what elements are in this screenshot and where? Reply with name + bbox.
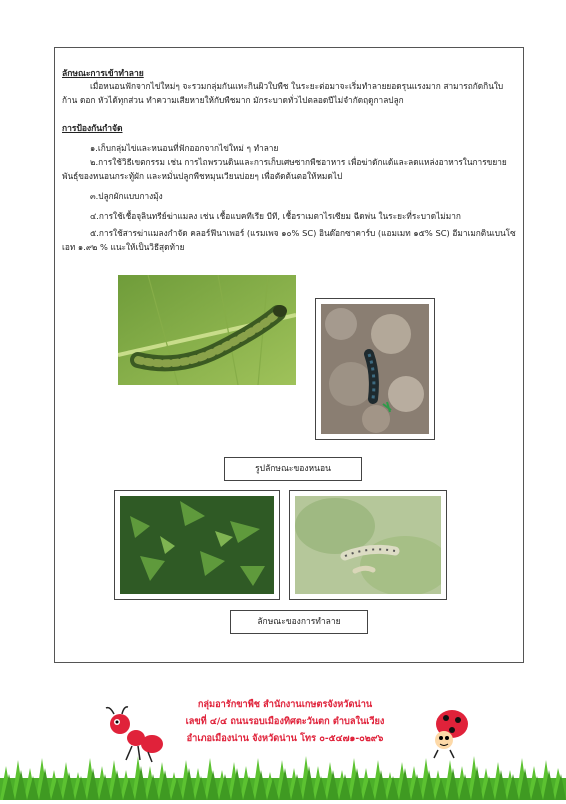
larva-soil-photo: [315, 298, 435, 440]
damage-plant-photo-2: [289, 490, 447, 600]
control-item-4: ๔.การใช้เชื้อจุลินทรีย์ฆ่าแมลง เช่น เชื้อแบคทีเรีย บีที, เชื้อราเมตาไรเซียม ฉีดพ่น ในระยะที่ระบาดไม่มาก: [90, 211, 461, 221]
footer-line-3: อำเภอเมืองน่าน จังหวัดน่าน โทร ๐-๕๔๗๑-๐๒๙๖: [186, 733, 384, 744]
larva-leaf-photo: [118, 275, 296, 385]
footer-line-2: เลขที่ ๔/๔ ถนนรอบเมืองทิศตะวันตก ตำบลในเวียง: [185, 716, 385, 727]
control-item-3: ๓.ปลูกผักแบบกางมุ้ง: [90, 191, 163, 201]
damage-heading: ลักษณะการเข้าทำลาย: [62, 69, 144, 79]
ladybug-icon: [420, 700, 480, 760]
control-item-2: ๒.การใช้วิธีเขตกรรม เช่น การไถพรวนดินและการเก็บเศษซากพืชอาหาร เพื่อฆ่าดักแด้และลดแหล่งอาหารในการขยายพันธุ์ของหนอนกระทู้ผัก และหมั่นปลูกพืชหมุนเวียนบ่อยๆ เพื่อตัดต้นตอให้หมดไป: [62, 157, 507, 181]
damage-paragraph: เมื่อหนอนฟักจากไข่ใหม่ๆ จะรวมกลุ่มกันแทะกินผิวใบพืช ในระยะต่อมาจะเริ่มทำลายยอดรุนแรงมาก สามารถกัดกินใบ ก้าน ดอก หัวได้ทุกส่วน ทำความเสียหายให้กับพืชมาก มักระบาดทั่วไปตลอดปีไม่จำกัดฤดูกาลปลูก: [62, 81, 504, 105]
control-item-1: ๑.เก็บกลุ่มไข่และหนอนที่ฟักออกจากไข่ใหม่ ๆ ทำลาย: [90, 143, 279, 153]
larva-caption: รูปลักษณะของหนอน: [224, 457, 362, 481]
control-heading: การป้องกันกำจัด: [62, 124, 123, 134]
grass-decoration: [0, 752, 566, 800]
control-item-5: ๕.การใช้สารฆ่าแมลงกำจัด คลอร์ฟีนาเพอร์ (แรมเพจ ๑๐% SC) อินด๊อกซาคาร์บ (แอมเมท ๑๕% SC) อีมาเมกตินเบนโซเอท ๑.๙๒ % แนะให้เป็นวิธีสุดท้าย: [62, 228, 516, 252]
damage-caption: ลักษณะของการทำลาย: [230, 610, 368, 634]
damage-plant-photo-1: [114, 490, 280, 600]
footer-line-1: กลุ่มอารักขาพืช สำนักงานเกษตรจังหวัดน่าน: [197, 699, 373, 710]
